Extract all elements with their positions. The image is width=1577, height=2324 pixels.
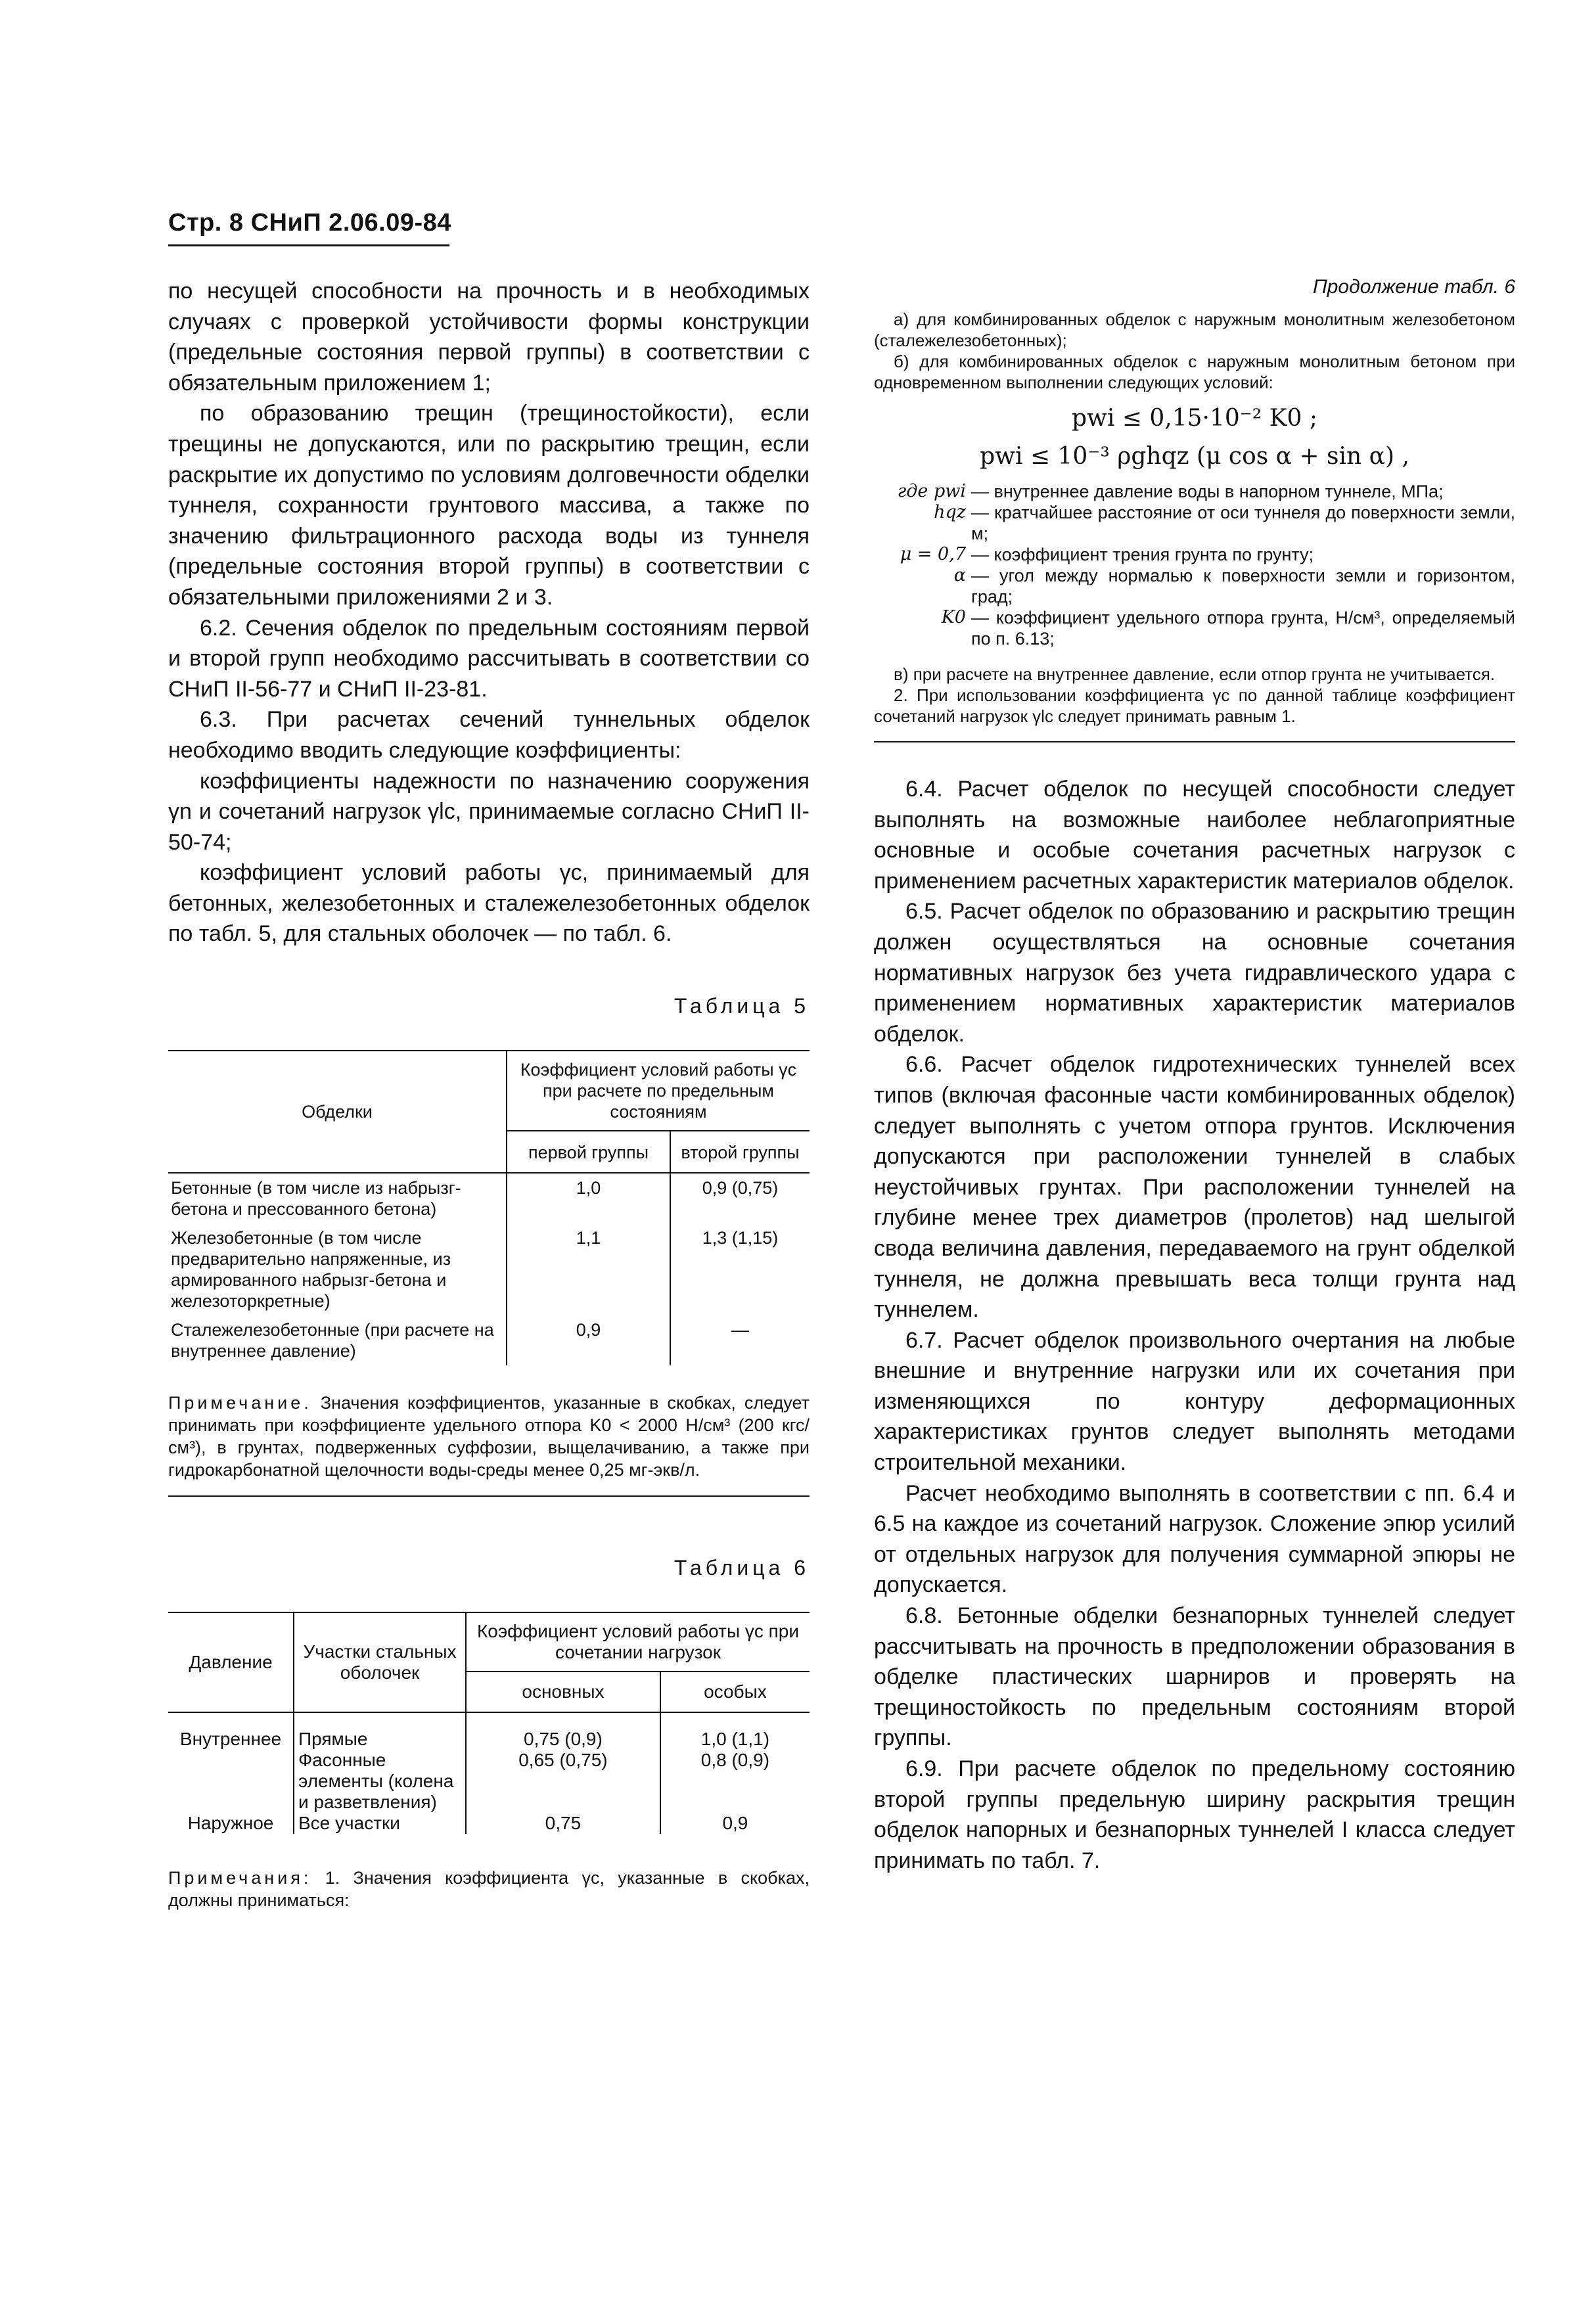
legend-symbol: hqz xyxy=(934,502,966,522)
paragraph: по образованию трещин (трещиностойкости), если трещины не допускаются, или по раскрытию трещин, если раскрытие их допустимо по условиям долговечности обделки туннеля, сохранности грунтового массива, а также по значению фильтрационного расхода воды из туннеля (предельные состояния второй группы) в соответствии с обязательными приложениями 2 и 3. xyxy=(168,401,810,610)
legend-row xyxy=(874,481,1515,502)
table5-cell-second: 0,9 (0,75) xyxy=(670,1173,810,1223)
table5-col-group: Коэффициент условий работы γc при расчете по предельным состояниям xyxy=(507,1051,810,1131)
table-row xyxy=(168,1750,810,1813)
paragraph: 6.2. Сечения обделок по предельным состояниям первой и второй групп необходимо рассчитывать в соответствии со СНиП II-56-77 и СНиП II-23-81. xyxy=(168,615,810,702)
table6-cell-part: Фасонные элементы (колена и разветвления) xyxy=(294,1750,466,1813)
table5-cell-first: 1,1 xyxy=(507,1223,670,1315)
paragraph: 6.3. При расчетах сечений туннельных обделок необходимо вводить следующие коэффициенты: xyxy=(168,707,810,763)
legend-text: — угол между нормалью к поверхности земли и горизонтом, град; xyxy=(971,566,1515,606)
table6-col-basic: основных xyxy=(466,1672,660,1712)
table5-caption: Таблица 5 xyxy=(674,994,810,1018)
table6-cell-basic: 0,75 (0,9) xyxy=(466,1712,660,1750)
table6-cell-basic: 0,65 (0,75) xyxy=(466,1750,660,1813)
table-row xyxy=(168,1173,810,1223)
table6-cell-part: Прямые xyxy=(294,1712,466,1750)
table5-col-second: второй группы xyxy=(670,1131,810,1173)
legend-symbol: α xyxy=(953,565,966,585)
legend-text: — коэффициент трения грунта по грунту; xyxy=(971,545,1314,564)
table5-col-lining: Обделки xyxy=(168,1051,507,1173)
table5-note xyxy=(168,1392,810,1481)
note-item-a: а) для комбинированных обделок с наружным монолитным железобетоном (сталежелезобетонных); xyxy=(874,309,1515,350)
legend-text: — коэффициент удельного отпора грунта, Н/см³, определяемый по п. 6.13; xyxy=(971,608,1515,649)
note-2: 2. При использовании коэффициента γc по данной таблице коэффициент сочетаний нагрузок γlc следует принимать равным 1. xyxy=(874,685,1515,726)
legend-row xyxy=(874,544,1515,565)
page-header: Стр. 8 СНиП 2.06.09-84 xyxy=(168,209,451,237)
table5-note-label: Примечание. xyxy=(168,1393,312,1413)
formula-1: pwi ≤ 0,15·10⁻² K0 ; xyxy=(1071,405,1318,432)
table5-cell-name: Железобетонные (в том числе предварительно напряженные, из армированного набрызг-бетона и железоторкретные) xyxy=(168,1223,507,1315)
table6-cell-special: 0,8 (0,9) xyxy=(700,1750,770,1771)
legend-symbol: μ = 0,7 xyxy=(900,544,966,564)
paragraph: коэффициент условий работы γc, принимаемый для бетонных, железобетонных и сталежелезобетонных обделок по табл. 5, для стальных оболочек — по табл. 6. xyxy=(168,860,810,947)
table6-col-pressure: Давление xyxy=(168,1612,294,1712)
table6-notes xyxy=(168,1867,810,1911)
table6-caption: Таблица 6 xyxy=(674,1556,810,1580)
paragraph: по несущей способности на прочность и в необходимых случаях с проверкой устойчивости формы конструкции (предельные состояния первой группы) в соответствии с обязательным приложением 1; xyxy=(168,279,810,396)
paragraph: 6.7. Расчет обделок произвольного очертания на любые внешние и внутренние нагрузки или их сочетания при изменяющихся по контуру деформационных характеристиках грунтов следует выполнять методами строительной механики. xyxy=(874,1327,1515,1476)
left-column xyxy=(168,276,810,1911)
table6-cell-pressure: Внутреннее xyxy=(168,1712,294,1750)
table5-note-text: Значения коэффициентов, указанные в скобках, следует принимать при коэффициенте удельного отпора K0 < 2000 Н/см³ (200 кгс/см³), в грунтах, подверженных суффозии, выщелачиванию, а также при гидрокарбонатной щелочности воды-среды менее 0,25 мг-экв/л. xyxy=(168,1393,810,1480)
table6-cell-pressure xyxy=(168,1750,294,1813)
paragraph: Расчет необходимо выполнять в соответствии с пп. 6.4 и 6.5 на каждое из сочетаний нагрузок. Сложение эпюр усилий от отдельных нагрузок для получения суммарной эпюры не допускается. xyxy=(874,1480,1515,1598)
table5-cell-second: 1,3 (1,15) xyxy=(702,1228,779,1248)
table6-cell-part: Все участки xyxy=(294,1813,466,1834)
formula-2: pwi ≤ 10⁻³ ρghqz (μ cos α + sin α) , xyxy=(980,443,1409,470)
table6-notes-label: Примечания: xyxy=(168,1868,312,1888)
table-6 xyxy=(168,1612,810,1834)
table-row xyxy=(168,1315,810,1365)
table6-cell-special: 0,9 xyxy=(722,1813,748,1834)
table5-cell-second: — xyxy=(731,1320,749,1340)
table5-cell-first: 1,0 xyxy=(507,1173,670,1223)
table6-col-group: Коэффициент условий работы γc при сочетании нагрузок xyxy=(466,1612,810,1672)
legend-row xyxy=(874,607,1515,649)
legend-symbol: где pwi xyxy=(897,481,966,501)
note-item-b: б) для комбинированных обделок с наружным монолитным бетоном при одновременном выполнении следующих условий: xyxy=(874,352,1515,392)
table5-cell-name: Сталежелезобетонные (при расчете на внутреннее давление) xyxy=(168,1315,507,1365)
legend-symbol: K0 xyxy=(941,607,966,627)
formula-legend xyxy=(874,481,1515,649)
table6-continuation-caption: Продолжение табл. 6 xyxy=(1313,276,1515,298)
legend-row xyxy=(874,502,1515,544)
table-row xyxy=(168,1223,810,1315)
table6-cell-pressure: Наружное xyxy=(168,1813,294,1834)
legend-text: — кратчайшее расстояние от оси туннеля до поверхности земли, м; xyxy=(971,503,1515,543)
table-row xyxy=(168,1813,810,1834)
table6-notes-text: 1. Значения коэффициента γc, указанные в скобках, должны приниматься: xyxy=(168,1868,810,1911)
table6-cell-special: 1,0 (1,1) xyxy=(700,1729,770,1750)
table5-cell-name: Бетонные (в том числе из набрызг-бетона и прессованного бетона) xyxy=(168,1173,507,1223)
table6-col-special: особых xyxy=(660,1672,810,1712)
table6-col-parts: Участки стальных оболочек xyxy=(294,1612,466,1712)
table5-cell-first: 0,9 xyxy=(507,1315,670,1365)
table-5 xyxy=(168,1050,810,1365)
paragraph: 6.6. Расчет обделок гидротехнических туннелей всех типов (включая фасонные части комбинированных обделок) следует выполнять с учетом отпора грунтов. Исключения допускаются при расположении туннелей в слабых неустойчивых грунтах. При расположении туннелей на глубине менее трех диаметров (пролетов) над шелыгой свода величина давления, передаваемого на грунт обделкой туннеля, не должна превышать веса толщи грунта над туннелем. xyxy=(874,1052,1515,1323)
paragraph: 6.4. Расчет обделок по несущей способности следует выполнять на возможные наиболее неблагоприятные основные и особые сочетания расчетных нагрузок с применением расчетных характеристик материалов обделок. xyxy=(874,777,1515,894)
table5-col-first: первой группы xyxy=(507,1131,670,1173)
legend-row xyxy=(874,565,1515,607)
paragraph: 6.5. Расчет обделок по образованию и раскрытию трещин должен осуществляться на основные сочетания нормативных нагрузок без учета гидравлического удара с применением нормативных характеристик материалов обделок. xyxy=(874,899,1515,1047)
table6-cell-basic: 0,75 xyxy=(466,1813,660,1834)
table-row xyxy=(168,1712,810,1750)
paragraph: 6.8. Бетонные обделки безнапорных туннелей следует рассчитывать на прочность в предположении образования в обделке пластических шарниров и проверять на трещиностойкость по предельным состояниям второй группы. xyxy=(874,1603,1515,1751)
paragraph: 6.9. При расчете обделок по предельному состоянию второй группы предельную ширину раскрытия трещин обделок напорных и безнапорных туннелей I класса следует принимать по табл. 7. xyxy=(874,1756,1515,1873)
right-column xyxy=(874,276,1515,1876)
legend-text: — внутреннее давление воды в напорном туннеле, МПа; xyxy=(971,482,1444,501)
paragraph: коэффициенты надежности по назначению сооружения γn и сочетаний нагрузок γlc, принимаемые согласно СНиП II-50-74; xyxy=(168,768,810,855)
header-rule xyxy=(168,244,449,246)
note-item-c: в) при расчете на внутреннее давление, если отпор грунта не учитывается. xyxy=(894,664,1496,684)
